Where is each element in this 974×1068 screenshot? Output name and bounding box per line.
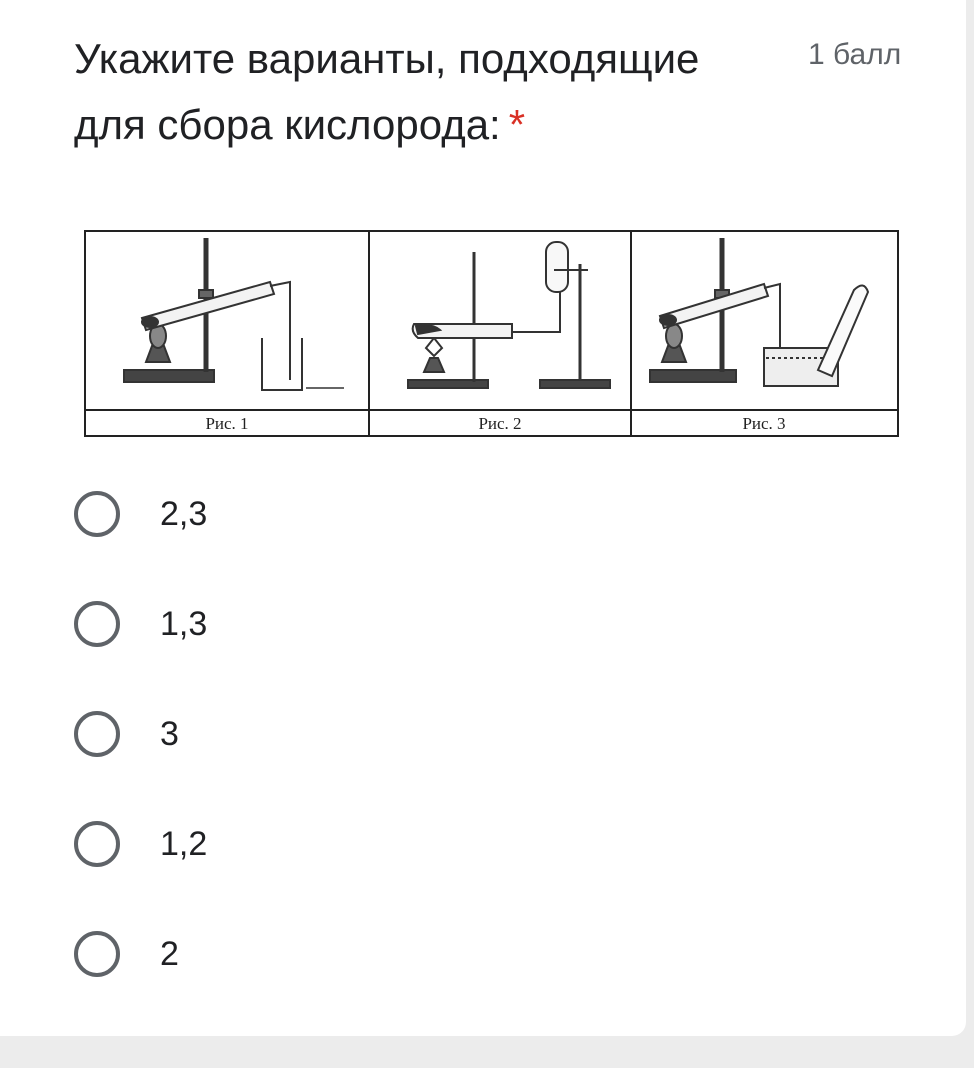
required-asterisk: *	[508, 101, 526, 148]
option-label: 2	[160, 934, 179, 973]
radio-button[interactable]	[74, 711, 120, 757]
radio-button[interactable]	[74, 491, 120, 537]
question-header	[74, 26, 764, 158]
option-label: 1,2	[160, 824, 208, 863]
option-label: 2,3	[160, 494, 208, 533]
option-item[interactable]	[74, 704, 674, 764]
question-image	[84, 230, 900, 438]
question-title: Укажите варианты, подходящие для сбора кислорода:	[74, 35, 700, 148]
caption-fig-2: Рис. 2	[478, 414, 522, 433]
radio-button[interactable]	[74, 821, 120, 867]
option-item[interactable]	[74, 594, 674, 654]
radio-button[interactable]	[74, 931, 120, 977]
caption-fig-1: Рис. 1	[205, 414, 249, 433]
option-item[interactable]	[74, 814, 674, 874]
caption-fig-3: Рис. 3	[742, 414, 786, 433]
option-label: 3	[160, 714, 179, 753]
option-item[interactable]	[74, 484, 674, 544]
option-item[interactable]	[74, 924, 674, 984]
option-label: 1,3	[160, 604, 208, 643]
points-label: 1 балл	[808, 38, 902, 71]
radio-button[interactable]	[74, 601, 120, 647]
